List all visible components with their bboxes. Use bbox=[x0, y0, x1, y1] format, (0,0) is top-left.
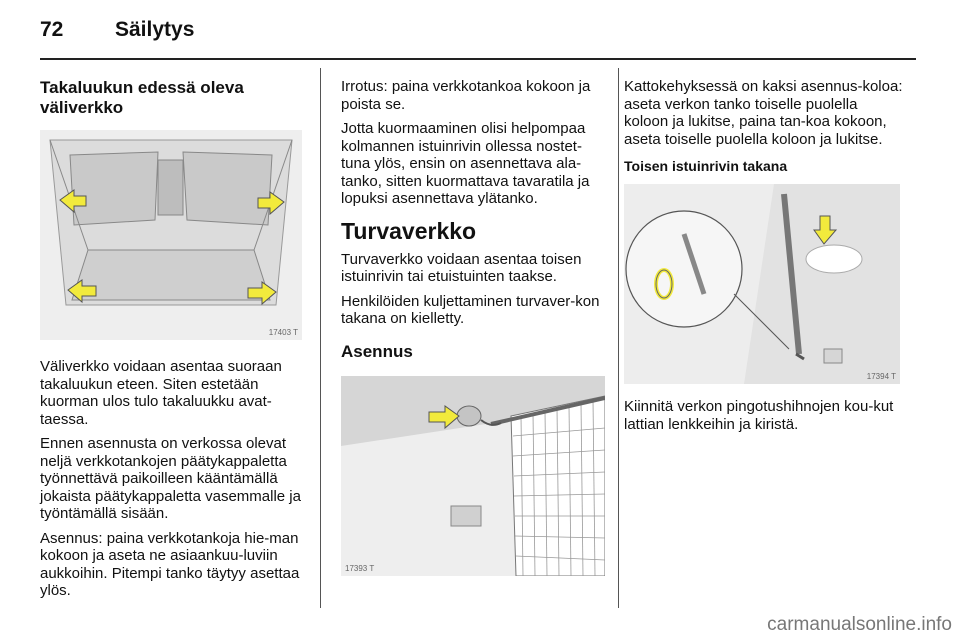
column-divider bbox=[320, 68, 321, 608]
figure-code: 17394 T bbox=[866, 372, 896, 381]
paragraph: Jotta kuormaaminen olisi helpompaa kolmannen istuinrivin ollessa nostet-tuna ylös, ensin on asennettava ala-tanko, sitten kuormattava tavaratila ja lopuksi asennettava ylätanko. bbox=[341, 120, 590, 207]
column-3 bbox=[624, 78, 904, 440]
column-divider bbox=[618, 68, 619, 608]
page-number: 72 bbox=[40, 18, 64, 41]
figure-code: 17403 T bbox=[268, 328, 298, 337]
section-heading: Turvaverkko bbox=[341, 217, 477, 244]
figure-code: 17393 T bbox=[345, 563, 375, 573]
paragraph: Kiinnitä verkon pingotushihnojen kou-kut lattian lenkkeihin ja kiristä. bbox=[624, 398, 894, 433]
figure-net-mounting bbox=[341, 376, 605, 576]
figure-strap-hooks bbox=[624, 184, 900, 384]
paragraph: Ennen asennusta on verkossa olevat neljä verkkotankojen päätykappaletta työnnettävä paikoilleen kääntämällä jokaista päätykappaletta vasemmalle ja työntämällä sisään. bbox=[40, 435, 301, 522]
column-1 bbox=[40, 78, 302, 607]
page-header bbox=[40, 18, 910, 48]
watermark: carmanualsonline.info bbox=[767, 614, 952, 635]
section-heading: Takaluukun edessä oleva väliverkko bbox=[40, 78, 244, 117]
column-2 bbox=[341, 78, 605, 576]
subsection-heading: Toisen istuinrivin takana bbox=[624, 158, 788, 174]
paragraph: Henkilöiden kuljettaminen turvaver-kon takana on kielletty. bbox=[341, 292, 600, 327]
chapter-title: Säilytys bbox=[115, 18, 195, 41]
subsection-heading: Asennus bbox=[341, 341, 413, 361]
paragraph: Asennus: paina verkkotankoja hie-man kokoon ja aseta ne asiaankuu-luviin aukkoihin. Pitempi tanko täytyy asettaa ylös. bbox=[40, 529, 300, 599]
paragraph: Turvaverkko voidaan asentaa toisen istuinrivin tai etuistuinten taakse. bbox=[341, 250, 582, 285]
figure-cargo-net-rear bbox=[40, 130, 302, 340]
paragraph: Kattokehyksessä on kaksi asennus-koloa: aseta verkon tanko toiselle puolella koloon ja lukitse, paina tan-koa kokoon, aseta toiselle puolella koloon ja lukitse. bbox=[624, 78, 903, 148]
header-rule bbox=[40, 58, 916, 60]
paragraph: Väliverkko voidaan asentaa suoraan takaluukun eteen. Siten estetään kuorman ulos tulo takaluukku avat-taessa. bbox=[40, 358, 282, 428]
paragraph: Irrotus: paina verkkotankoa kokoon ja poista se. bbox=[341, 78, 591, 113]
